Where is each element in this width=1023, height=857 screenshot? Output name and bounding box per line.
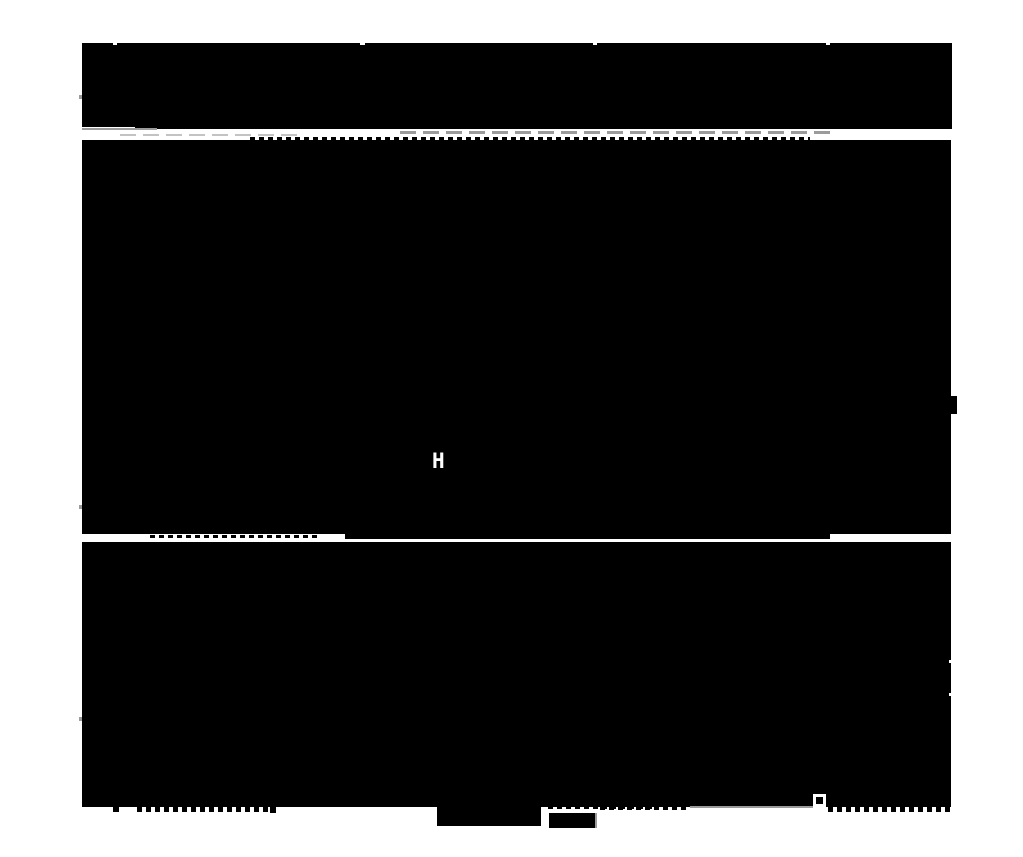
middle-block-bottom-lip bbox=[345, 534, 830, 539]
edge-nick bbox=[113, 43, 117, 45]
gap1-smudge-dashes bbox=[400, 131, 830, 134]
bottom-tab-large bbox=[437, 806, 541, 826]
bottom-tab-small bbox=[549, 813, 595, 828]
margin-nick bbox=[79, 505, 82, 509]
gap2-serration bbox=[150, 535, 320, 538]
top-black-block bbox=[82, 43, 952, 129]
edge-nick bbox=[949, 693, 952, 696]
right-edge-bump bbox=[951, 396, 957, 414]
edge-nick bbox=[593, 43, 597, 45]
bottom-edge-serration-a bbox=[137, 807, 272, 812]
margin-nick bbox=[79, 95, 82, 99]
margin-nick bbox=[79, 717, 82, 721]
bottom-tab-serration bbox=[548, 804, 655, 809]
edge-nick bbox=[360, 43, 365, 45]
top-block-edge-smudge bbox=[82, 128, 157, 130]
h-glyph: H bbox=[432, 449, 445, 473]
bottom-black-block bbox=[82, 542, 951, 807]
bottom-edge-serration-c bbox=[828, 807, 950, 812]
edge-nick bbox=[949, 660, 952, 663]
edge-nick bbox=[826, 43, 830, 45]
hollow-square-core bbox=[816, 797, 823, 804]
hollow-square-mark bbox=[813, 794, 826, 808]
middle-block-top-serration bbox=[250, 137, 810, 140]
bottom-edge-smudge-line bbox=[690, 806, 813, 808]
gap1-smudge-dashes-2 bbox=[120, 134, 300, 136]
middle-black-block bbox=[82, 140, 951, 534]
bottom-edge-tick-mid bbox=[270, 807, 276, 813]
bottom-edge-tick-left bbox=[113, 807, 119, 812]
